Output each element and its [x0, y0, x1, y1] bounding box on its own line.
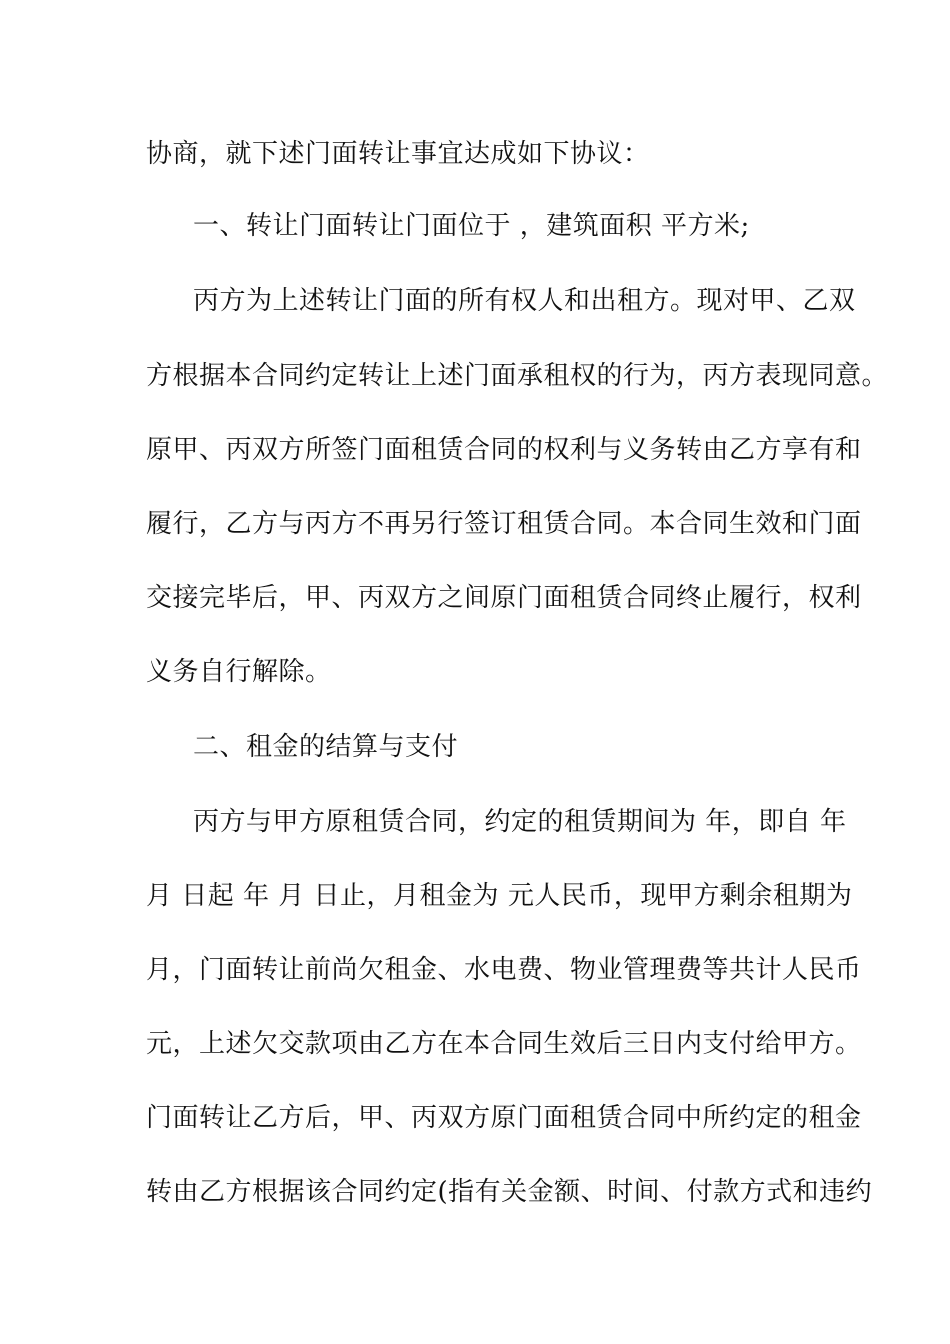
text-line-1: 协商，就下述门面转让事宜达成如下协议： [146, 139, 650, 169]
text-line-4: 方根据本合同约定转让上述门面承租权的行为，丙方表现同意。 [146, 361, 889, 391]
text-line-7: 交接完毕后，甲、丙双方之间原门面租赁合同终止履行，权利 [146, 583, 862, 613]
section-heading-2: 二、租金的结算与支付 [193, 732, 459, 762]
text-line-5: 原甲、丙双方所签门面租赁合同的权利与义务转由乙方享有和 [146, 435, 862, 465]
text-line-13: 元，上述欠交款项由乙方在本合同生效后三日内支付给甲方。 [146, 1029, 862, 1059]
text-line-8: 义务自行解除。 [146, 657, 332, 687]
text-line-6: 履行，乙方与丙方不再另行签订租赁合同。本合同生效和门面 [146, 509, 862, 539]
section-heading-1: 一、转让门面转让门面位于 ，建筑面积 平方米; [193, 211, 750, 241]
text-line-14: 门面转让乙方后，甲、丙双方原门面租赁合同中所约定的租金 [146, 1103, 862, 1133]
text-line-15: 转由乙方根据该合同约定(指有关金额、时间、付款方式和违约 [146, 1177, 873, 1207]
text-line-11: 月 日起 年 月 日止，月租金为 元人民币，现甲方剩余租期为 [146, 881, 853, 911]
text-line-10: 丙方与甲方原租赁合同，约定的租赁期间为 年，即自 年 [193, 807, 847, 837]
text-line-12: 月，门面转让前尚欠租金、水电费、物业管理费等共计人民币 [146, 955, 862, 985]
text-line-3: 丙方为上述转让门面的所有权人和出租方。现对甲、乙双 [193, 286, 856, 316]
